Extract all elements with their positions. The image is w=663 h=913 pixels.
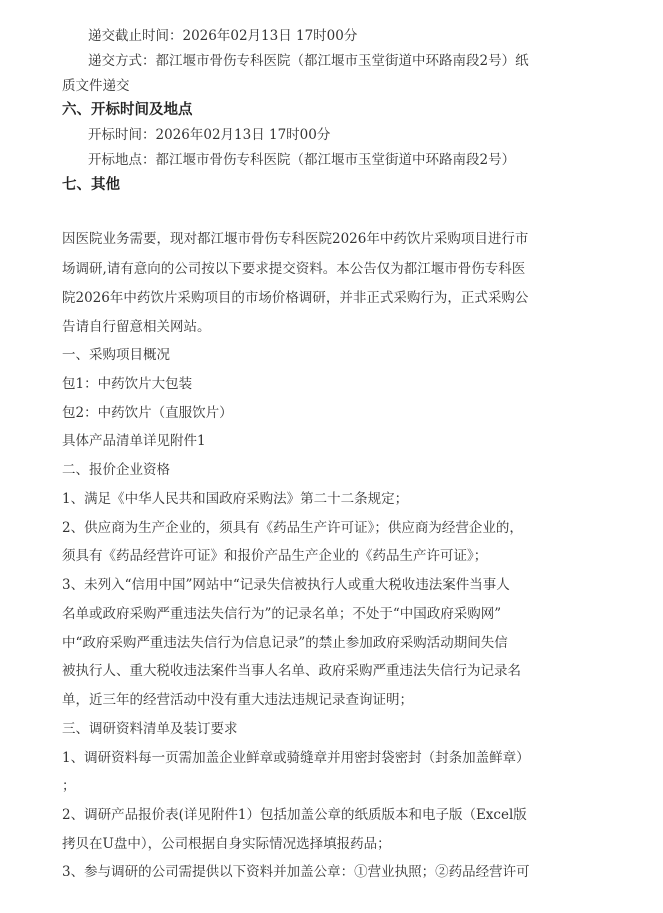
open-time-line: 开标时间：2026年02月13日 17时00分	[88, 127, 331, 143]
requirement-3-line: 3、参与调研的公司需提供以下资料并加盖公章：①营业执照；②药品经营许可	[62, 864, 530, 880]
qualification-3-line: 被执行人、重大税收违法案件当事人名单、政府采购严重违法失信行为记录名	[62, 663, 521, 679]
qualification-3-line: 中“政府采购严重违法失信行为信息记录”的禁止参加政府采购活动期间失信	[62, 635, 508, 651]
detail-note: 具体产品清单详见附件1	[62, 433, 206, 449]
method-line-2: 质文件递交	[62, 78, 130, 94]
qualification-3-line: 名单或政府采购严重违法失信行为”的记录名单；不处于“中国政府采购网”	[62, 606, 502, 622]
section-six-heading: 六、开标时间及地点	[62, 102, 193, 118]
paragraph-line: 院2026年中药饮片采购项目的市场价格调研，并非正式采购行为，正式采购公	[62, 290, 529, 306]
package-2: 包2：中药饮片（直服饮片）	[62, 405, 233, 421]
deadline-line: 递交截止时间：2026年02月13日 17时00分	[88, 28, 358, 44]
requirement-1-line: ；	[62, 778, 76, 794]
requirement-2-line: 2、调研产品报价表(详见附件1）包括加盖公章的纸质版本和电子版（Excel版	[62, 807, 527, 823]
requirement-2-line: 拷贝在U盘中），公司根据自身实际情况选择填报药品；	[62, 836, 391, 852]
paragraph-line: 场调研,请有意向的公司按以下要求提交资料。本公告仅为都江堰市骨伤专科医	[62, 261, 526, 277]
subsection-heading: 三、调研资料清单及装订要求	[62, 721, 238, 737]
section-seven-heading: 七、其他	[62, 177, 120, 193]
qualification-3-line: 3、未列入“信用中国”网站中“记录失信被执行人或重大税收违法案件当事人	[62, 577, 510, 593]
subsection-heading: 二、报价企业资格	[62, 462, 170, 478]
open-place-line: 开标地点：都江堰市骨伤专科医院（都江堰市玉堂街道中环路南段2号）	[88, 152, 516, 168]
qualification-3-line: 单，近三年的经营活动中没有重大违法违规记录查询证明；	[62, 692, 413, 708]
method-line-1: 递交方式：都江堰市骨伤专科医院（都江堰市玉堂街道中环路南段2号）纸	[88, 53, 529, 69]
requirement-1-line: 1、调研资料每一页需加盖企业鲜章或骑缝章并用密封袋密封（封条加盖鲜章）	[62, 750, 530, 766]
qualification-1: 1、满足《中华人民共和国政府采购法》第二十二条规定；	[62, 491, 409, 507]
qualification-2-line: 2、供应商为生产企业的，须具有《药品生产许可证》；供应商为经营企业的，	[62, 520, 523, 536]
paragraph-line: 告请自行留意相关网站。	[62, 319, 211, 335]
paragraph-line: 因医院业务需要，现对都江堰市骨伤专科医院2026年中药饮片采购项目进行市	[62, 231, 529, 247]
qualification-2-line: 须具有《药品经营许可证》和报价产品生产企业的《药品生产许可证》；	[62, 548, 488, 564]
subsection-heading: 一、采购项目概况	[62, 347, 170, 363]
package-1: 包1：中药饮片大包装	[62, 376, 193, 392]
